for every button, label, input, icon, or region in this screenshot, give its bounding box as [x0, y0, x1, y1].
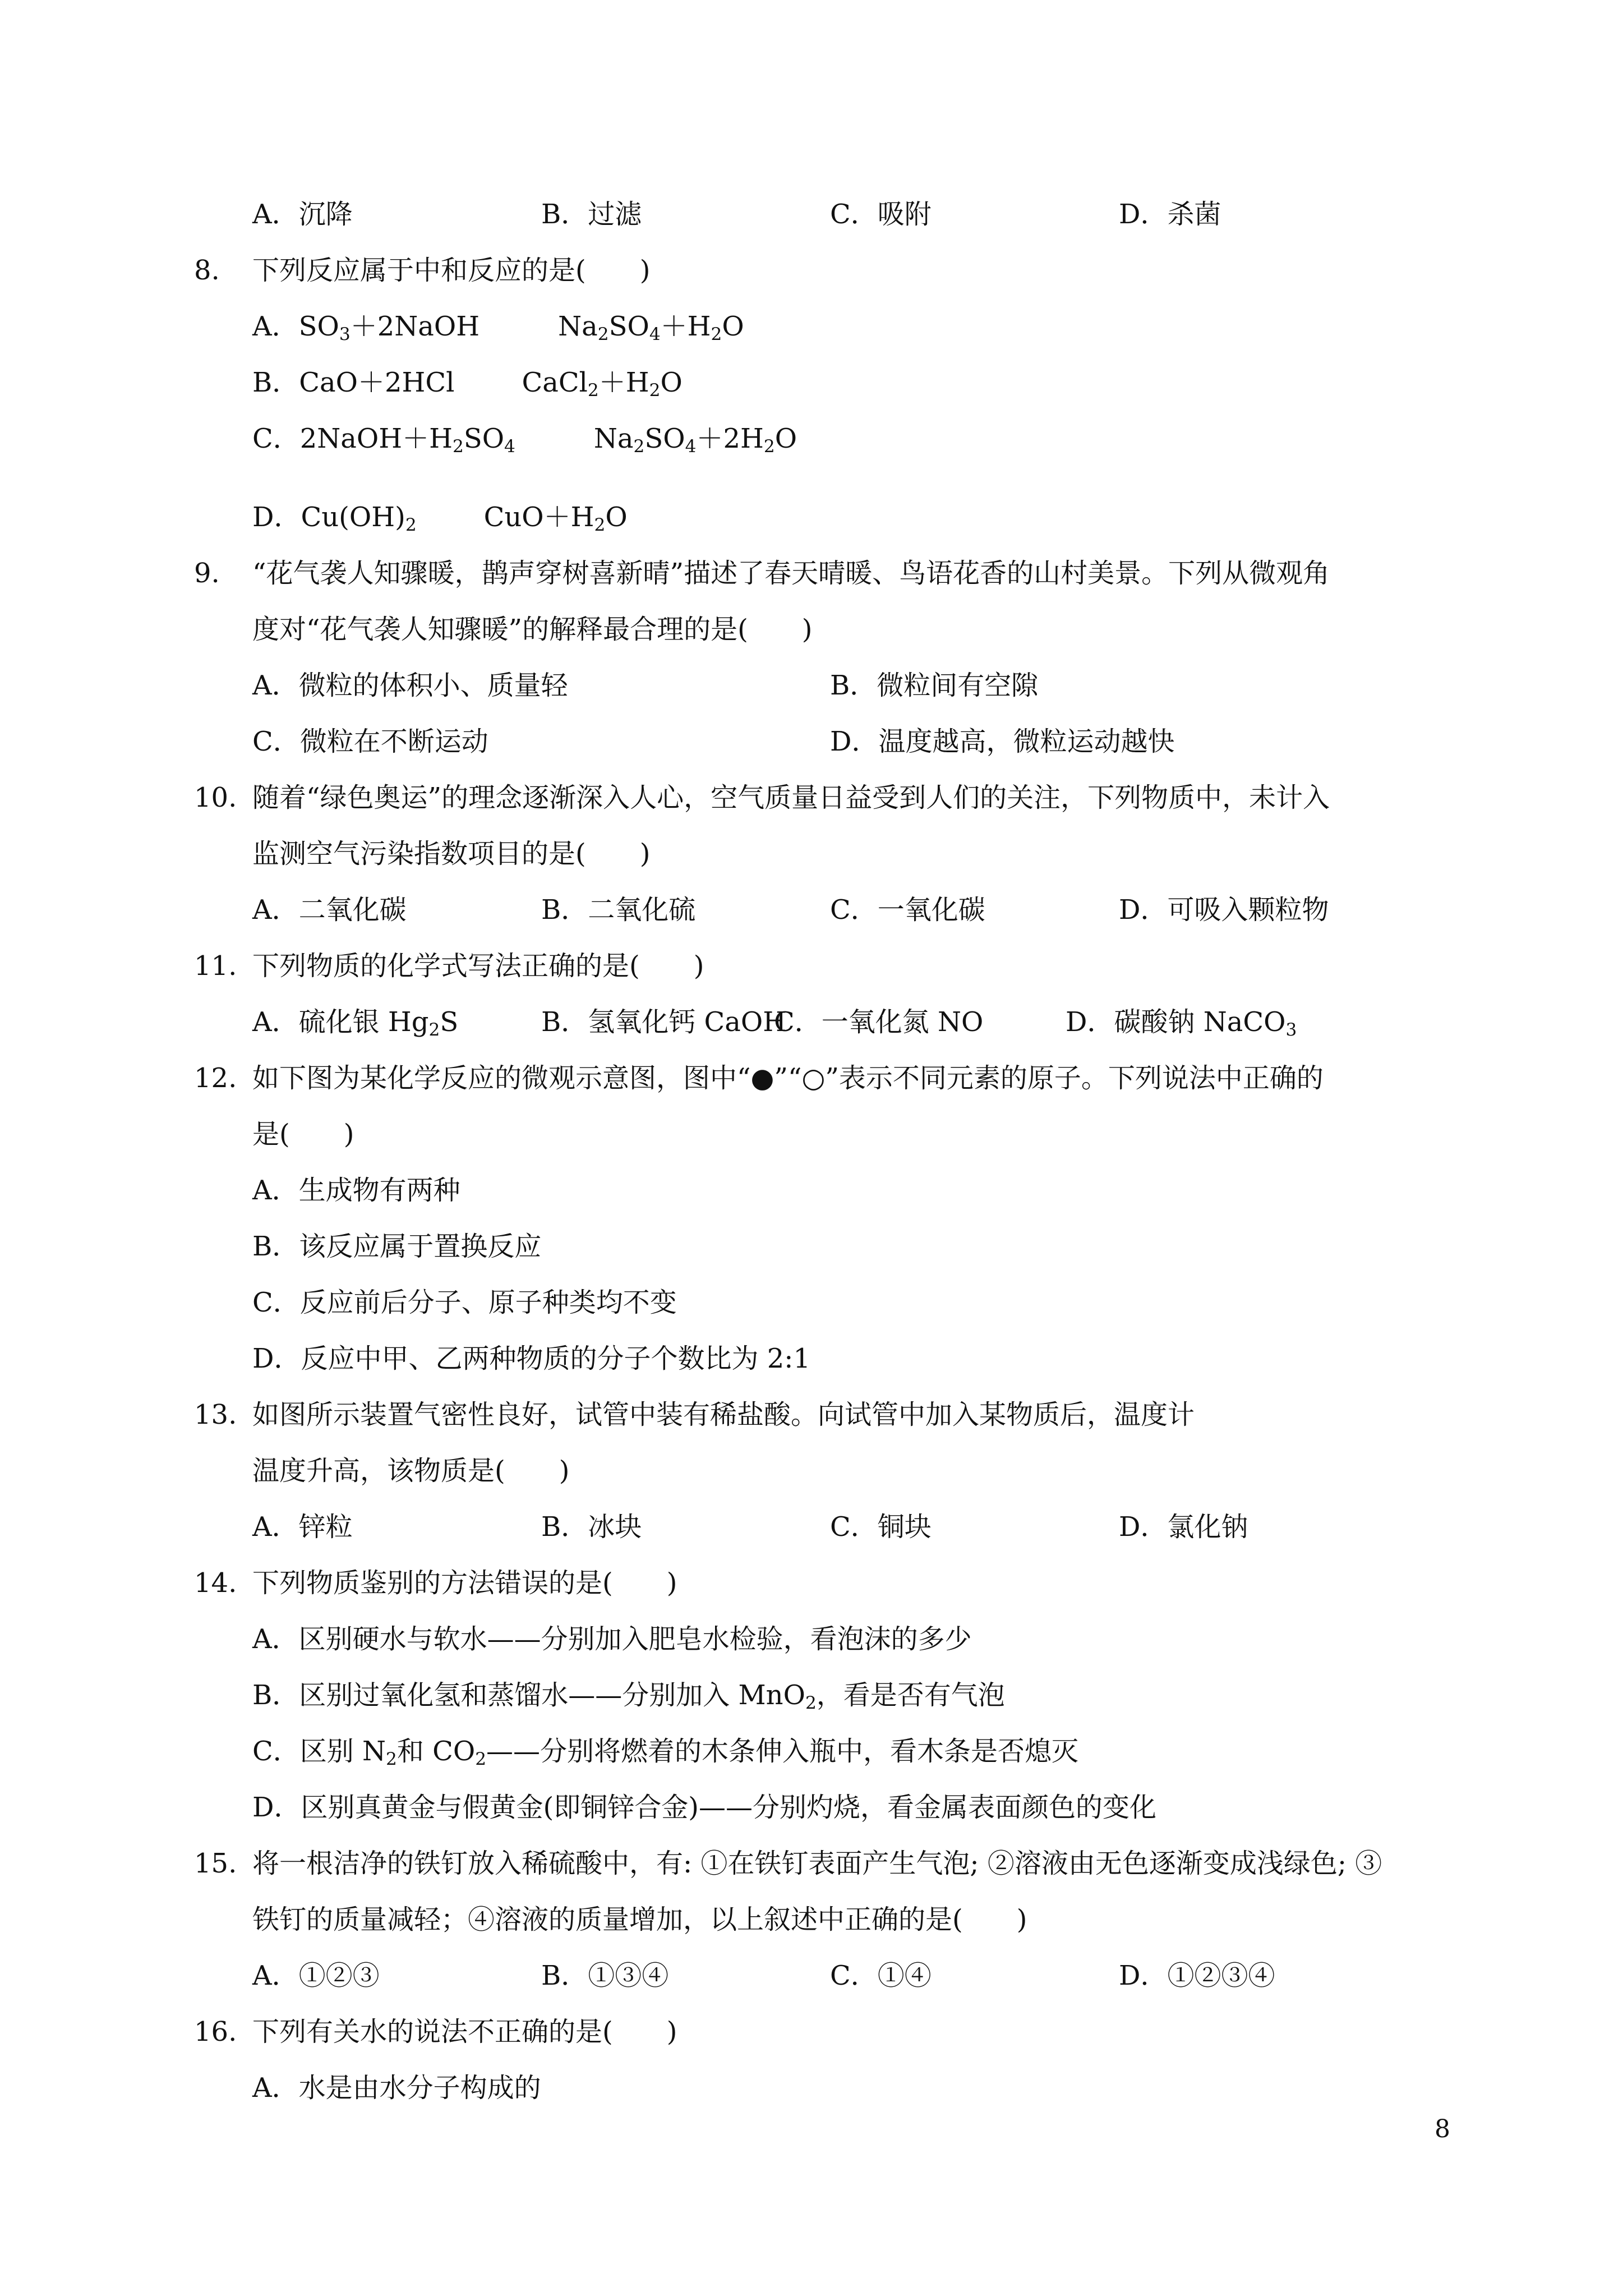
question-number: 15. [194, 1848, 237, 1879]
q9-stem-line-2: 度对“花气袭人知骤暖”的解释最合理的是( ) [252, 614, 813, 645]
option-c: C．铜块 [830, 1511, 932, 1543]
question-number: 14. [194, 1567, 237, 1599]
question-stem-line-1: 随着“绿色奥运”的理念逐渐深入人心，空气质量日益受到人们的关注，下列物质中，未计入 [252, 782, 1330, 813]
question-number: 11. [194, 950, 237, 982]
q12-option-c: C．反应前后分子、原子种类均不变 [252, 1287, 677, 1318]
option-b: B．二氧化硫 [541, 894, 696, 926]
q15-stem-line-2: 铁钉的质量减轻；④溶液的质量增加，以上叙述中正确的是( ) [252, 1904, 1027, 1935]
option-d: D．氯化钠 [1119, 1511, 1248, 1543]
option-d: D．可吸入颗粒物 [1119, 894, 1329, 926]
q12-option-b: B．该反应属于置换反应 [252, 1231, 542, 1262]
q8-option-a: A．$SO_3+2NaOH$ $Na_2SO_4+H_2O$ [252, 311, 744, 344]
question-number: 8. [194, 255, 220, 286]
option-d: D．碳酸钠 NaCO$_3$ [1066, 1006, 1297, 1040]
q8-option-d: D．$Cu(OH)_2$ $CuO+H_2O$ [252, 501, 628, 535]
q12-option-a: A．生成物有两种 [252, 1175, 460, 1206]
option-d: D．温度越高，微粒运动越快 [830, 726, 1175, 757]
question-stem-line-1: “花气袭人知骤暖，鹊声穿树喜新晴”描述了春天晴暖、鸟语花香的山村美景。下列从微观角 [252, 558, 1330, 589]
q14-option-c: C．区别 $N_2$和 $CO_2——$分别将燃着的木条伸入瓶中，看木条是否熄灭 [252, 1736, 1079, 1769]
option-b: B．冰块 [541, 1511, 642, 1543]
question-stem: 下列物质鉴别的方法错误的是( ) [252, 1567, 677, 1599]
option-c: C．微粒在不断运动 [252, 726, 488, 757]
q16-option-a: A．水是由水分子构成的 [252, 2072, 541, 2104]
question-number: 10. [194, 782, 237, 813]
page-number: 8 [1435, 2115, 1450, 2143]
q10-stem-line-2: 监测空气污染指数项目的是( ) [252, 838, 651, 869]
option-c: C．一氧化氮 NO [774, 1006, 984, 1038]
option-d: D．①②③④ [1119, 1960, 1275, 1991]
question-stem: 下列物质的化学式写法正确的是( ) [252, 950, 704, 982]
option-b: B．过滤 [541, 199, 642, 230]
question-stem: 下列有关水的说法不正确的是( ) [252, 2016, 677, 2047]
option-d: D．杀菌 [1119, 199, 1221, 230]
q8-option-c: C．$2NaOH+H_2SO_4$ $Na_2SO_4+2H_2O$ [252, 423, 797, 457]
option-a: A．锌粒 [252, 1511, 353, 1543]
option-c: C．一氧化碳 [830, 894, 985, 926]
option-c: C．吸附 [830, 199, 932, 230]
option-b: B．氢氧化钙 CaOH [541, 1006, 787, 1038]
q14-option-b: B．区别过氧化氢和蒸馏水——分别加入 MnO$_2$，看是否有气泡 [252, 1680, 1005, 1713]
question-stem-line-1: 如图所示装置气密性良好，试管中装有稀盐酸。向试管中加入某物质后，温度计 [252, 1399, 1195, 1430]
question-number: 13. [194, 1399, 237, 1430]
q12-stem-line-2: 是( ) [252, 1119, 354, 1150]
option-a: A．①②③ [252, 1960, 380, 1991]
question-stem-line-1: 将一根洁净的铁钉放入稀硫酸中，有: ①在铁钉表面产生气泡; ②溶液由无色逐渐变成浅绿色; ③ [252, 1848, 1382, 1879]
option-b: B．①③④ [541, 1960, 669, 1991]
option-b: B．微粒间有空隙 [830, 670, 1039, 701]
q14-option-a: A．区别硬水与软水——分别加入肥皂水检验，看泡沫的多少 [252, 1623, 972, 1655]
option-a: A．二氧化碳 [252, 894, 407, 926]
option-a: A．沉降 [252, 199, 353, 230]
option-a: A．微粒的体积小、质量轻 [252, 670, 568, 701]
q14-option-d: D．区别真黄金与假黄金(即铜锌合金)——分别灼烧，看金属表面颜色的变化 [252, 1792, 1156, 1823]
question-stem-line-1: 如下图为某化学反应的微观示意图，图中“●”“○”表示不同元素的原子。下列说法中正确的 [252, 1062, 1324, 1094]
option-c: C．①④ [830, 1960, 932, 1991]
question-number: 16. [194, 2016, 237, 2047]
question-number: 12. [194, 1062, 237, 1094]
question-stem: 下列反应属于中和反应的是( ) [252, 255, 651, 286]
q12-option-d: D．反应中甲、乙两种物质的分子个数比为 2:1 [252, 1343, 810, 1374]
question-number: 9. [194, 558, 220, 589]
option-a: A．硫化银 $Hg_2S$ [252, 1006, 459, 1040]
q13-stem-line-2: 温度升高，该物质是( ) [252, 1455, 570, 1487]
q8-option-b: B．CaO＋2HCl $CaCl_2+H_2O$ [252, 367, 683, 401]
